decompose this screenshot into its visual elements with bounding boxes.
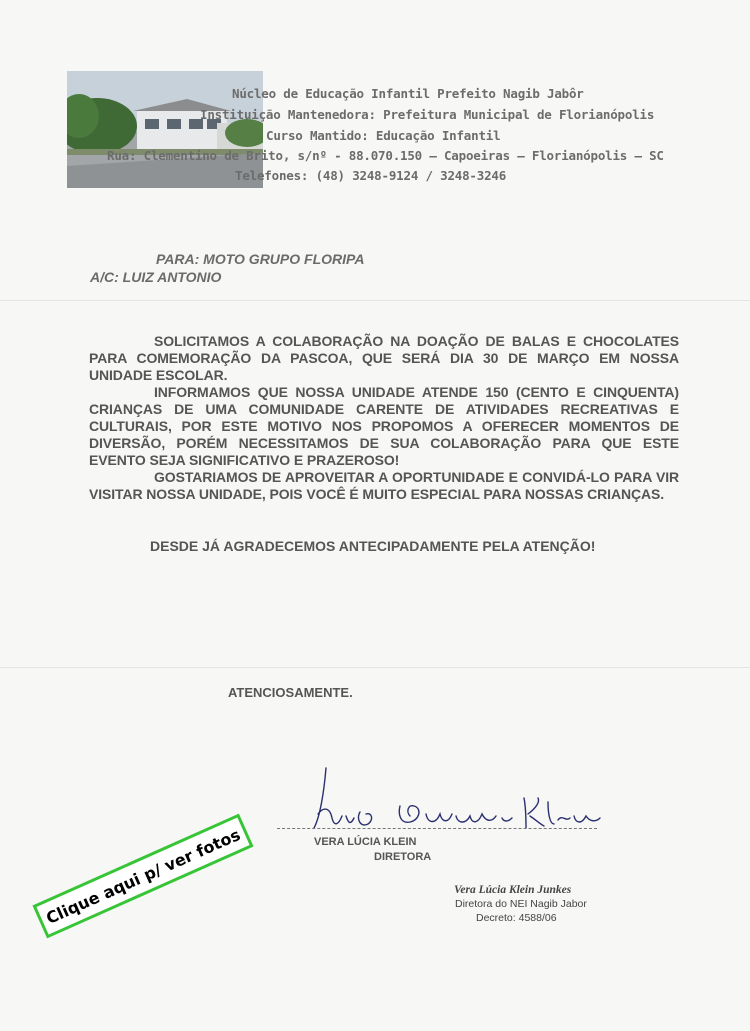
signatory-title: DIRETORA xyxy=(374,851,432,863)
letterhead-institution: Instituição Mantenedora: Prefeitura Municipal de Florianópolis xyxy=(200,107,655,122)
letterhead-address: Rua: Clementino de Brito, s/nº - 88.070.150 – Capoeiras – Florianópolis – SC xyxy=(107,148,664,163)
signature-line xyxy=(277,828,597,829)
paragraph-info: INFORMAMOS QUE NOSSA UNIDADE ATENDE 150 (CENTO E CINQUENTA) CRIANÇAS DE UMA COMUNIDADE CARENTE DE ATIVIDADES RECREATIVAS E CULTURAIS, POR ESTE MOTIVO NOS PROPOMOS A OFERECER MOMENTOS DE DIVERSÃO, PORÉM NECESSITAMOS DE SUA COLABORAÇÃO PARA QUE ESTE EVENTO SEJA SIGNIFICATIVO E PRAZEROSO! xyxy=(89,384,679,468)
letterhead-course: Curso Mantido: Educação Infantil xyxy=(266,128,501,143)
paper-fold xyxy=(0,300,750,301)
signatory-name: VERA LÚCIA KLEIN xyxy=(314,836,417,848)
handwritten-signature xyxy=(290,762,610,837)
letterhead-school-name: Núcleo de Educação Infantil Prefeito Nagib Jabôr xyxy=(232,86,584,101)
view-photos-link[interactable]: Clique aqui p/ ver fotos xyxy=(32,814,253,939)
paper-fold xyxy=(0,667,750,668)
attention-line: A/C: LUIZ ANTONIO xyxy=(90,269,222,285)
closing: ATENCIOSAMENTE. xyxy=(228,685,353,700)
letterhead-phones: Telefones: (48) 3248-9124 / 3248-3246 xyxy=(235,168,507,183)
stamp-decree: Decreto: 4588/06 xyxy=(476,912,557,924)
paragraph-invitation: GOSTARIAMOS DE APROVEITAR A OPORTUNIDADE E CONVIDÁ-LO PARA VIR VISITAR NOSSA UNIDADE, POIS VOCÊ É MUITO ESPECIAL PARA NOSSAS CRIANÇAS. xyxy=(89,469,679,502)
paragraph-request: SOLICITAMOS A COLABORAÇÃO NA DOAÇÃO DE BALAS E CHOCOLATES PARA COMEMORAÇÃO DA PASCOA, QUE SERÁ DIA 30 DE MARÇO EM NOSSA UNIDADE ESCOLAR. xyxy=(89,333,679,383)
thanks-line: DESDE JÁ AGRADECEMOS ANTECIPADAMENTE PELA ATENÇÃO! xyxy=(150,538,596,554)
recipient: PARA: MOTO GRUPO FLORIPA xyxy=(156,251,365,267)
stamp-role: Diretora do NEI Nagib Jabor xyxy=(455,898,587,910)
stamp-name: Vera Lúcia Klein Junkes xyxy=(454,884,572,896)
letter-body xyxy=(89,333,679,503)
